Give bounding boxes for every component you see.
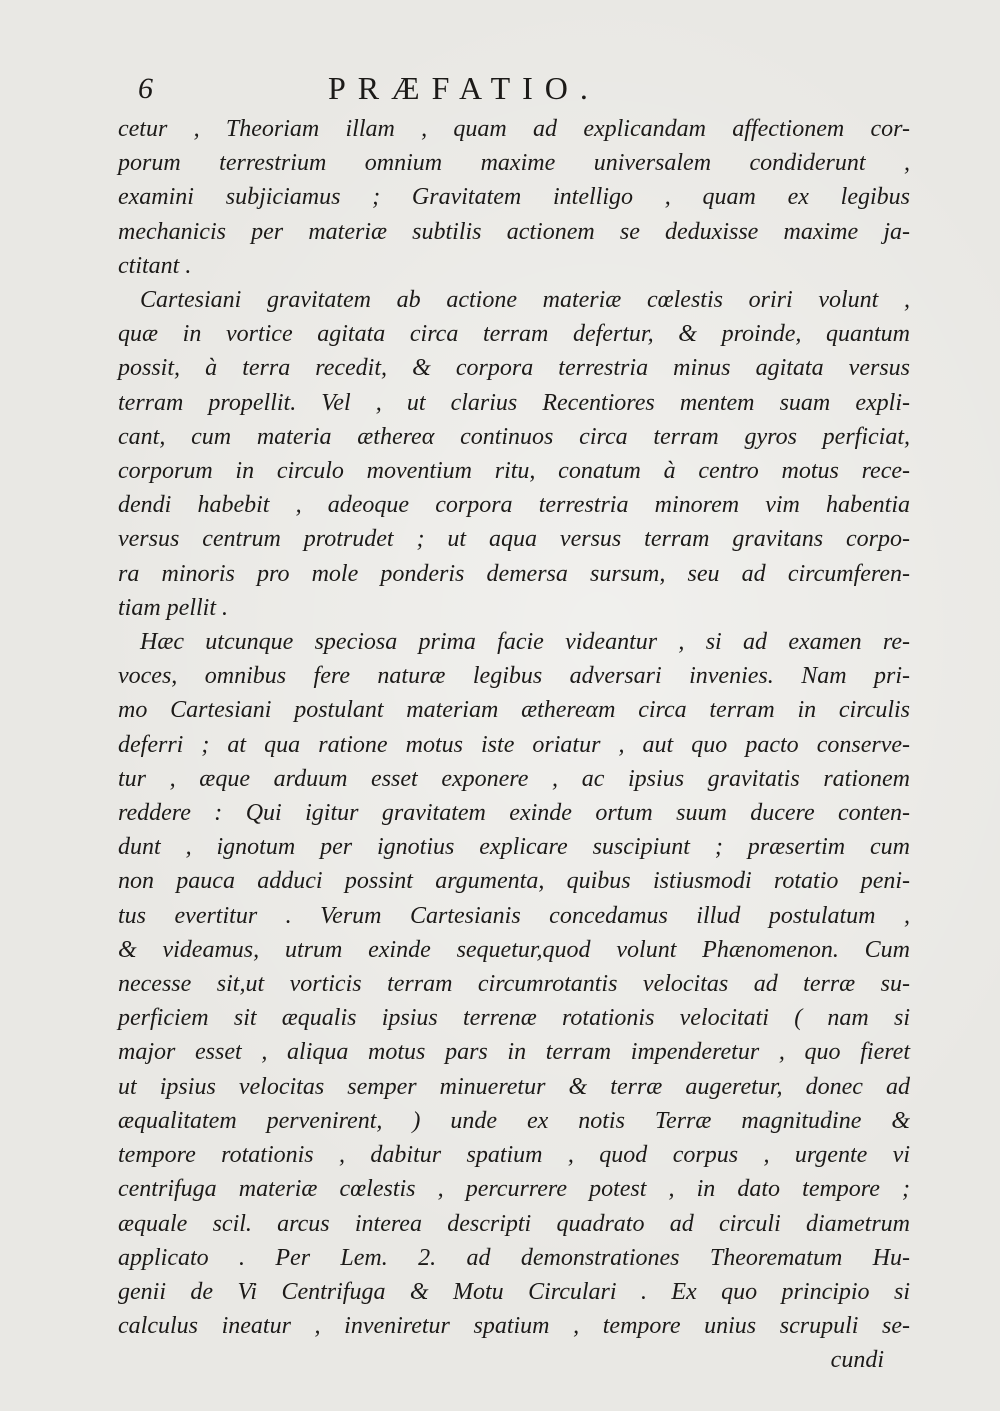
- page-number: 6: [138, 72, 153, 105]
- text-line: perficiem sit æqualis ipsius terrenæ rotationis velocitati ( nam si: [118, 1005, 910, 1032]
- text-line: reddere : Qui igitur gravitatem exinde ortum suum ducere conten-: [118, 800, 910, 827]
- text-line: non pauca adduci possint argumenta, quibus istiusmodi rotatio peni-: [118, 868, 910, 895]
- text-line: ut ipsius velocitas semper minueretur & terræ augeretur, donec ad: [118, 1073, 910, 1100]
- text-line: quæ in vortice agitata circa terram defertur, & proinde, quantum: [118, 321, 910, 348]
- text-line: cant, cum materia æthereα continuos circa terram gyros perficiat,: [118, 423, 910, 450]
- text-line: æquale scil. arcus interea descripti quadrato ad circuli diametrum: [118, 1210, 910, 1237]
- text-line: corporum in circulo moventium ritu, conatum à centro motus rece-: [118, 458, 910, 485]
- text-line: mechanicis per materiæ subtilis actionem se deduxisse maxime ja-: [118, 218, 910, 245]
- text-line: ra minoris pro mole ponderis demersa sursum, seu ad circumferen-: [118, 560, 910, 587]
- text-line: dunt , ignotum per ignotius explicare suscipiunt ; præsertim cum: [118, 834, 910, 861]
- text-line: & videamus, utrum exinde sequetur,quod volunt Phænomenon. Cum: [118, 936, 910, 963]
- text-line: possit, à terra recedit, & corpora terrestria minus agitata versus: [118, 355, 910, 382]
- text-line: centrifuga materiæ cœlestis , percurrere potest , in dato tempore ;: [118, 1176, 910, 1203]
- text-line: tiam pellit .: [118, 594, 228, 621]
- text-line: deferri ; at qua ratione motus iste oriatur , aut quo pacto conserve-: [118, 731, 910, 758]
- page-header: [128, 66, 908, 110]
- body-text: [118, 112, 910, 1378]
- text-line: æqualitatem pervenirent, ) unde ex notis Terræ magnitudine &: [118, 1107, 910, 1134]
- text-line: necesse sit,ut vorticis terram circumrotantis velocitas ad terræ su-: [118, 971, 910, 998]
- text-line: porum terrestrium omnium maxime universalem condiderunt ,: [118, 150, 910, 177]
- running-title: PRÆFATIO.: [328, 70, 600, 106]
- text-line: major esset , aliqua motus pars in terram impenderetur , quo fieret: [118, 1039, 910, 1066]
- text-line: calculus ineatur , inveniretur spatium , tempore unius scrupuli se-: [118, 1313, 910, 1340]
- text-line: versus centrum protrudet ; ut aqua versus terram gravitans corpo-: [118, 526, 910, 553]
- text-line: terram propellit. Vel , ut clarius Recentiores mentem suam expli-: [118, 389, 910, 416]
- text-line: voces, omnibus fere naturæ legibus adversari invenies. Nam pri-: [118, 663, 910, 690]
- catchword: cundi: [830, 1347, 884, 1374]
- text-line: tempore rotationis , dabitur spatium , quod corpus , urgente vi: [118, 1142, 910, 1169]
- paragraph-start-line: Hæc utcunque speciosa prima facie videantur , si ad examen re-: [140, 629, 910, 656]
- text-line: ctitant .: [118, 252, 192, 279]
- text-line: examini subjiciamus ; Gravitatem intelligo , quam ex legibus: [118, 184, 910, 211]
- paragraph-start-line: Cartesiani gravitatem ab actione materiæ cœlestis oriri volunt ,: [140, 287, 910, 314]
- text-line: mo Cartesiani postulant materiam æthereαm circa terram in circulis: [118, 697, 910, 724]
- text-line: applicato . Per Lem. 2. ad demonstrationes Theorematum Hu-: [118, 1244, 910, 1271]
- text-line: cetur , Theoriam illam , quam ad explicandam affectionem cor-: [118, 116, 910, 142]
- text-line: tur , æque arduum esset exponere , ac ipsius gravitatis rationem: [118, 765, 910, 792]
- text-line: dendi habebit , adeoque corpora terrestria minorem vim habentia: [118, 492, 910, 519]
- text-line: genii de Vi Centrifuga & Motu Circulari . Ex quo principio si: [118, 1278, 910, 1305]
- text-line: tus evertitur . Verum Cartesianis concedamus illud postulatum ,: [118, 902, 910, 929]
